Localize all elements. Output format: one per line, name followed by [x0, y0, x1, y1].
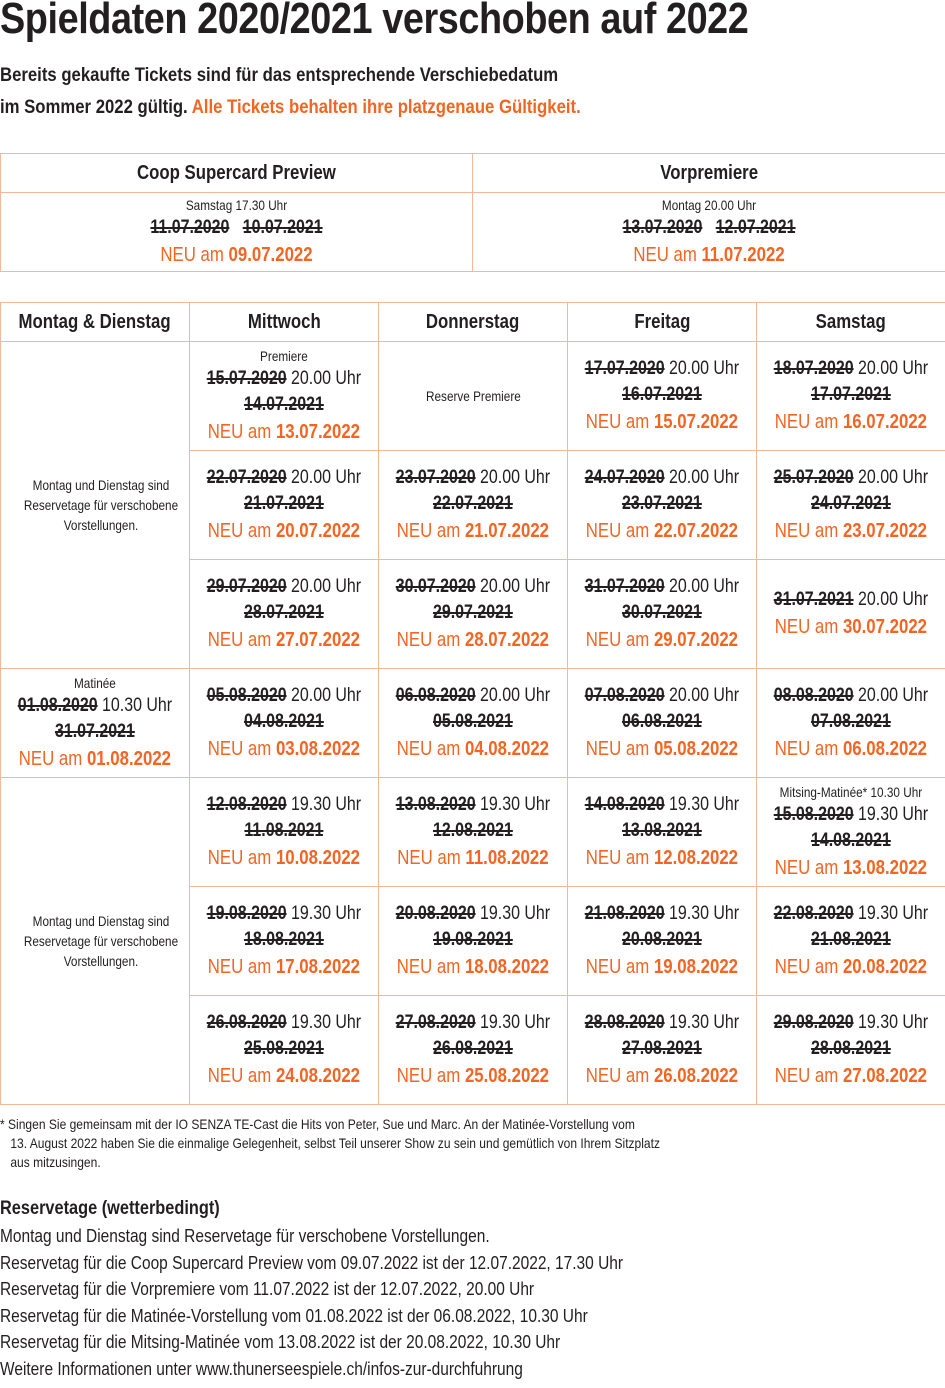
old-date-2021	[774, 1036, 928, 1062]
struck-date: 29.08.2020	[773, 1012, 854, 1033]
struck-date: 22.07.2020	[206, 467, 287, 488]
struck-date: 27.08.2020	[395, 1012, 476, 1033]
struck-date: 05.08.2020	[206, 685, 287, 706]
neu-date-value: 22.07.2022	[654, 520, 739, 542]
struck-date: 12.08.2021	[433, 820, 513, 841]
schedule-header-2: Donnerstag	[379, 303, 568, 342]
old-date-2020	[774, 587, 928, 613]
performance-cell	[568, 887, 757, 996]
neu-date-value: 15.07.2022	[654, 411, 739, 433]
struck-date: 18.08.2021	[244, 929, 324, 950]
struck-date: 31.07.2020	[584, 576, 665, 597]
performance-time: 19.30 Uhr	[291, 1012, 362, 1033]
neu-prefix: NEU am	[396, 738, 461, 760]
old-date-2021	[585, 382, 739, 408]
performance-label: Mitsing-Matinée* 10.30 Uhr	[779, 784, 923, 800]
performance-cell	[568, 669, 757, 778]
old-date-2021	[207, 927, 361, 953]
struck-date: 27.08.2021	[622, 1038, 702, 1059]
performance-cell	[379, 560, 568, 669]
struck-date: 25.08.2021	[244, 1038, 324, 1059]
schedule-row	[1, 669, 945, 778]
new-date	[774, 613, 928, 641]
old-date-2021	[207, 600, 361, 626]
neu-date-value: 20.08.2022	[843, 956, 928, 978]
performance-cell	[190, 887, 379, 996]
schedule-table	[0, 302, 945, 1105]
neu-prefix: NEU am	[396, 1065, 461, 1087]
performance-time: 19.30 Uhr	[480, 794, 551, 815]
specials-cell-vorpremiere	[473, 193, 945, 272]
new-date	[207, 735, 361, 763]
performance-time: 20.00 Uhr	[291, 685, 362, 706]
new-date	[774, 735, 928, 763]
struck-date: 22.08.2020	[773, 903, 854, 924]
struck-date: 28.08.2021	[811, 1038, 891, 1059]
neu-prefix: NEU am	[396, 520, 461, 542]
neu-date-value: 20.07.2022	[276, 520, 361, 542]
performance-time: 20.00 Uhr	[669, 576, 740, 597]
struck-date: 15.07.2020	[206, 368, 287, 389]
neu-prefix: NEU am	[774, 411, 839, 433]
old-date-2020	[585, 792, 739, 818]
neu-prefix: NEU am	[585, 1065, 650, 1087]
struck-date: 06.08.2021	[622, 711, 702, 732]
neu-prefix: NEU am	[207, 847, 272, 869]
neu-prefix: NEU am	[774, 616, 839, 638]
neu-prefix: NEU am	[18, 748, 83, 770]
struck-date: 24.07.2021	[811, 493, 891, 514]
specials-header-preview: Coop Supercard Preview	[1, 154, 473, 193]
new-date	[585, 844, 739, 872]
performance-cell	[379, 669, 568, 778]
performance-cell	[757, 560, 945, 669]
new-date	[585, 517, 739, 545]
struck-date: 21.08.2021	[811, 929, 891, 950]
neu-date-value: 24.08.2022	[276, 1065, 361, 1087]
old-date-2021	[585, 1036, 739, 1062]
neu-date-value: 13.08.2022	[843, 857, 928, 879]
performance-cell	[190, 778, 379, 887]
new-date	[207, 1062, 361, 1090]
struck-date: 13.08.2020	[395, 794, 476, 815]
footnote-line-2: 13. August 2022 haben Sie die einmalige Gelegenheit, selbst Teil unserer Show zu sein und gemütlich von Ihrem Sitzplatz	[10, 1135, 660, 1151]
performance-time: 19.30 Uhr	[669, 1012, 740, 1033]
neu-date-value: 10.08.2022	[276, 847, 361, 869]
neu-prefix: NEU am	[397, 847, 461, 869]
old-date-2021	[396, 709, 550, 735]
page-title: Spieldaten 2020/2021 verschoben auf 2022	[0, 0, 749, 43]
performance-cell	[379, 996, 568, 1105]
reserve-heading: Reservetage (wetterbedingt)	[0, 1198, 220, 1219]
performance-cell	[757, 996, 945, 1105]
struck-date: 01.08.2020	[17, 695, 98, 716]
performance-cell	[568, 342, 757, 451]
neu-prefix: NEU am	[585, 956, 650, 978]
reserve-line: Montag und Dienstag sind Reservetage für verschobene Vorstellungen.	[0, 1226, 490, 1246]
old-date-2021	[396, 600, 550, 626]
new-date	[585, 1062, 739, 1090]
old-date-2021	[396, 927, 550, 953]
reserve-days-note	[1, 778, 190, 1105]
intro-line-2	[0, 92, 581, 124]
neu-date-value: 03.08.2022	[276, 738, 361, 760]
performance-cell	[379, 778, 568, 887]
schedule-header-0: Montag & Dienstag	[1, 303, 190, 342]
neu-date-value: 27.07.2022	[276, 629, 361, 651]
performance-time: 20.00 Uhr	[480, 685, 551, 706]
struck-date: 13.08.2021	[622, 820, 702, 841]
performance-cell	[379, 887, 568, 996]
performance-cell	[1, 669, 190, 778]
old-date-2020	[774, 465, 928, 491]
new-date	[774, 953, 928, 981]
special-old-dates: 13.07.2020 12.07.2021	[622, 217, 796, 238]
neu-date-value: 12.08.2022	[654, 847, 739, 869]
old-date-2020	[207, 366, 361, 392]
neu-date-value: 23.07.2022	[843, 520, 928, 542]
intro-text	[0, 60, 581, 124]
old-date-2021	[207, 818, 361, 844]
new-date	[18, 745, 172, 773]
struck-date: 23.07.2021	[622, 493, 702, 514]
neu-date-value: 01.08.2022	[87, 748, 172, 770]
struck-date: 30.07.2020	[395, 576, 476, 597]
neu-prefix: NEU am	[774, 1065, 839, 1087]
old-date-2021	[585, 600, 739, 626]
struck-date: 28.07.2021	[244, 602, 324, 623]
performance-time: 20.00 Uhr	[669, 685, 740, 706]
performance-time: 20.00 Uhr	[291, 576, 362, 597]
performance-cell	[190, 342, 379, 451]
old-date-2021	[774, 927, 928, 953]
struck-date: 11.08.2021	[244, 820, 324, 841]
struck-date: 25.07.2020	[773, 467, 854, 488]
neu-prefix: NEU am	[207, 1065, 272, 1087]
reserve-section	[0, 1195, 929, 1382]
performance-time: 20.00 Uhr	[669, 358, 740, 379]
intro-highlight: Alle Tickets behalten ihre platzgenaue Gültigkeit.	[191, 97, 581, 118]
neu-prefix: NEU am	[585, 847, 650, 869]
performance-label: Matinée	[74, 675, 116, 691]
new-date	[585, 408, 739, 436]
struck-date: 14.08.2021	[811, 830, 891, 851]
performance-time: 19.30 Uhr	[480, 1012, 551, 1033]
struck-date: 24.07.2020	[584, 467, 665, 488]
reserve-note-text: Montag und Dienstag sind Reservetage für verschobene Vorstellungen.	[23, 477, 179, 533]
old-date-2020	[774, 683, 928, 709]
special-time: Samstag 17.30 Uhr	[185, 197, 288, 213]
neu-date-value: 27.08.2022	[843, 1065, 928, 1087]
special-old-dates: 11.07.2020 10.07.2021	[150, 217, 323, 238]
struck-date: 04.08.2021	[244, 711, 324, 732]
old-date-2020	[396, 1010, 550, 1036]
neu-prefix: NEU am	[585, 520, 650, 542]
old-date-2021	[207, 392, 361, 418]
struck-date: 26.08.2021	[433, 1038, 513, 1059]
new-date	[207, 517, 361, 545]
neu-date-value: 11.08.2022	[465, 847, 549, 869]
reserve-link-line: Weitere Informationen unter www.thunerseespiele.ch/infos-zur-durchfuhrung	[0, 1358, 523, 1379]
struck-date: 23.07.2020	[395, 467, 476, 488]
struck-date: 20.08.2021	[622, 929, 702, 950]
intro-line-1: Bereits gekaufte Tickets sind für das entsprechende Verschiebedatum	[0, 65, 559, 86]
struck-date: 29.07.2020	[206, 576, 287, 597]
old-date-2020	[585, 574, 739, 600]
performance-cell	[568, 778, 757, 887]
new-date	[585, 735, 739, 763]
old-date-2021	[207, 1036, 361, 1062]
old-date-2020	[207, 901, 361, 927]
old-date-2021	[585, 927, 739, 953]
struck-date: 18.07.2020	[773, 358, 854, 379]
neu-prefix: NEU am	[585, 738, 650, 760]
old-date-2020	[585, 465, 739, 491]
neu-date-value: 21.07.2022	[465, 520, 550, 542]
performance-time: 20.00 Uhr	[480, 467, 551, 488]
performance-time: 19.30 Uhr	[669, 794, 740, 815]
performance-time: 20.00 Uhr	[669, 467, 740, 488]
struck-date: 17.07.2020	[584, 358, 665, 379]
performance-cell	[757, 778, 945, 887]
performance-time: 20.00 Uhr	[858, 467, 929, 488]
footnote-line-3: aus mitzusingen.	[10, 1154, 101, 1170]
neu-prefix: NEU am	[774, 738, 839, 760]
old-date-2020	[774, 1010, 928, 1036]
reserve-premiere-cell	[379, 342, 568, 451]
new-date	[774, 1062, 928, 1090]
neu-prefix: NEU am	[207, 629, 272, 651]
specials-header-vorpremiere: Vorpremiere	[473, 154, 945, 193]
reserve-line: Reservetag für die Mitsing-Matinée vom 13.08.2022 ist der 20.08.2022, 10.30 Uhr	[0, 1332, 561, 1352]
old-date-2020	[585, 683, 739, 709]
old-date-2020	[396, 465, 550, 491]
performance-cell	[568, 560, 757, 669]
performance-cell	[757, 451, 945, 560]
performance-time: 20.00 Uhr	[480, 576, 551, 597]
neu-date-value: 19.08.2022	[654, 956, 739, 978]
struck-date: 05.08.2021	[433, 711, 513, 732]
neu-prefix: NEU am	[774, 520, 839, 542]
neu-date-value: 30.07.2022	[843, 616, 928, 638]
struck-date: 29.07.2021	[433, 602, 513, 623]
old-date-2021	[585, 709, 739, 735]
neu-date-value: 26.08.2022	[654, 1065, 739, 1087]
new-date	[396, 844, 550, 872]
struck-date: 19.08.2021	[433, 929, 513, 950]
new-date	[396, 735, 550, 763]
old-date-2021	[207, 709, 361, 735]
old-date-2020	[774, 802, 928, 828]
struck-date: 28.08.2020	[584, 1012, 665, 1033]
old-date-2021	[585, 491, 739, 517]
performance-time: 19.30 Uhr	[291, 794, 362, 815]
struck-date: 14.08.2020	[584, 794, 665, 815]
neu-prefix: NEU am	[774, 857, 839, 879]
performance-time: 20.00 Uhr	[291, 467, 362, 488]
reserve-line: Reservetag für die Coop Supercard Preview vom 09.07.2022 ist der 12.07.2022, 17.30 Uhr	[0, 1252, 624, 1273]
old-date-2020	[396, 683, 550, 709]
neu-date-value: 05.08.2022	[654, 738, 739, 760]
performance-time: 19.30 Uhr	[858, 804, 929, 825]
performance-cell	[568, 451, 757, 560]
reserve-line: Reservetag für die Vorpremiere vom 11.07.2022 ist der 12.07.2022, 20.00 Uhr	[0, 1279, 535, 1299]
neu-prefix: NEU am	[396, 956, 461, 978]
schedule-header-1: Mittwoch	[190, 303, 379, 342]
new-date	[585, 953, 739, 981]
reserve-days-note	[1, 342, 190, 669]
performance-time: 19.30 Uhr	[858, 1012, 929, 1033]
new-date	[396, 953, 550, 981]
old-date-2020	[396, 901, 550, 927]
performance-time: 10.30 Uhr	[102, 695, 173, 716]
performance-time: 19.30 Uhr	[480, 903, 551, 924]
struck-date: 06.08.2020	[395, 685, 476, 706]
performance-time: 19.30 Uhr	[858, 903, 929, 924]
new-date	[585, 626, 739, 654]
neu-prefix: NEU am	[585, 629, 650, 651]
struck-date: 20.08.2020	[395, 903, 476, 924]
performance-time: 19.30 Uhr	[669, 903, 740, 924]
old-date-2020	[207, 1010, 361, 1036]
struck-date: 14.07.2021	[244, 394, 324, 415]
struck-date: 31.07.2021	[773, 589, 854, 610]
struck-date: 08.08.2020	[773, 685, 854, 706]
neu-prefix: NEU am	[207, 738, 272, 760]
old-date-2020	[585, 1010, 739, 1036]
performance-cell	[190, 451, 379, 560]
reserve-premiere-text: Reserve Premiere	[425, 388, 521, 404]
neu-prefix: NEU am	[207, 421, 272, 443]
old-date-2020	[18, 693, 172, 719]
old-date-2020	[207, 792, 361, 818]
new-date	[774, 517, 928, 545]
old-date-2021	[207, 491, 361, 517]
struck-date: 07.08.2020	[584, 685, 665, 706]
performance-cell	[190, 560, 379, 669]
special-time: Montag 20.00 Uhr	[661, 197, 757, 213]
old-date-2021	[774, 709, 928, 735]
special-new-date: NEU am 11.07.2022	[633, 244, 785, 266]
old-date-2020	[585, 356, 739, 382]
footnote	[0, 1115, 660, 1172]
performance-time: 19.30 Uhr	[291, 903, 362, 924]
new-date	[207, 626, 361, 654]
schedule-row	[1, 778, 945, 887]
performance-time: 20.00 Uhr	[291, 368, 362, 389]
new-date	[396, 517, 550, 545]
neu-date-value: 17.08.2022	[276, 956, 361, 978]
old-date-2021	[396, 818, 550, 844]
old-date-2021	[18, 719, 172, 745]
neu-prefix: NEU am	[396, 629, 461, 651]
performance-time: 20.00 Uhr	[858, 685, 929, 706]
struck-date: 21.08.2020	[584, 903, 665, 924]
specials-table	[0, 153, 945, 272]
performance-cell	[190, 669, 379, 778]
reserve-line: Reservetag für die Matinée-Vorstellung vom 01.08.2022 ist der 06.08.2022, 10.30 Uhr	[0, 1305, 588, 1326]
performance-label: Premiere	[260, 348, 308, 364]
old-date-2020	[774, 901, 928, 927]
old-date-2020	[585, 901, 739, 927]
schedule-header-3: Freitag	[568, 303, 757, 342]
struck-date: 07.08.2021	[811, 711, 891, 732]
struck-date: 12.08.2020	[206, 794, 287, 815]
performance-cell	[757, 342, 945, 451]
performance-cell	[379, 451, 568, 560]
old-date-2020	[396, 574, 550, 600]
new-date	[774, 408, 928, 436]
neu-date-value: 28.07.2022	[465, 629, 550, 651]
intro-line-2-plain: im Sommer 2022 gültig.	[0, 97, 188, 118]
performance-cell	[190, 996, 379, 1105]
new-date	[774, 854, 928, 882]
neu-prefix: NEU am	[585, 411, 650, 433]
old-date-2020	[207, 683, 361, 709]
struck-date: 17.07.2021	[811, 384, 891, 405]
struck-date: 22.07.2021	[433, 493, 513, 514]
neu-prefix: NEU am	[207, 520, 272, 542]
old-date-2020	[774, 356, 928, 382]
special-new-date: NEU am 09.07.2022	[160, 244, 313, 266]
performance-cell	[757, 887, 945, 996]
new-date	[396, 626, 550, 654]
neu-date-value: 13.07.2022	[276, 421, 361, 443]
struck-date: 30.07.2021	[622, 602, 702, 623]
performance-cell	[568, 996, 757, 1105]
old-date-2021	[774, 382, 928, 408]
old-date-2021	[396, 491, 550, 517]
neu-date-value: 29.07.2022	[654, 629, 739, 651]
schedule-row	[1, 342, 945, 451]
neu-date-value: 04.08.2022	[465, 738, 550, 760]
struck-date: 19.08.2020	[206, 903, 287, 924]
performance-time: 20.00 Uhr	[858, 589, 929, 610]
neu-prefix: NEU am	[774, 956, 839, 978]
old-date-2020	[396, 792, 550, 818]
neu-date-value: 06.08.2022	[843, 738, 928, 760]
new-date	[207, 953, 361, 981]
old-date-2021	[774, 828, 928, 854]
performance-time: 20.00 Uhr	[858, 358, 929, 379]
reserve-note-text: Montag und Dienstag sind Reservetage für verschobene Vorstellungen.	[23, 913, 179, 969]
old-date-2021	[585, 818, 739, 844]
new-date	[396, 1062, 550, 1090]
struck-date: 31.07.2021	[55, 721, 135, 742]
new-date	[207, 844, 361, 872]
old-date-2021	[774, 491, 928, 517]
struck-date: 15.08.2020	[773, 804, 854, 825]
struck-date: 21.07.2021	[244, 493, 324, 514]
neu-date-value: 25.08.2022	[465, 1065, 550, 1087]
neu-date-value: 18.08.2022	[465, 956, 550, 978]
schedule-header-4: Samstag	[757, 303, 945, 342]
footnote-line-1: * Singen Sie gemeinsam mit der IO SENZA TE-Cast die Hits von Peter, Sue und Marc. An der Matinée-Vorstellung vom	[0, 1116, 635, 1132]
neu-date-value: 16.07.2022	[843, 411, 928, 433]
specials-cell-preview	[1, 193, 473, 272]
old-date-2020	[207, 574, 361, 600]
old-date-2020	[207, 465, 361, 491]
neu-prefix: NEU am	[207, 956, 272, 978]
struck-date: 16.07.2021	[622, 384, 702, 405]
old-date-2021	[396, 1036, 550, 1062]
new-date	[207, 418, 361, 446]
performance-cell	[757, 669, 945, 778]
struck-date: 26.08.2020	[206, 1012, 287, 1033]
